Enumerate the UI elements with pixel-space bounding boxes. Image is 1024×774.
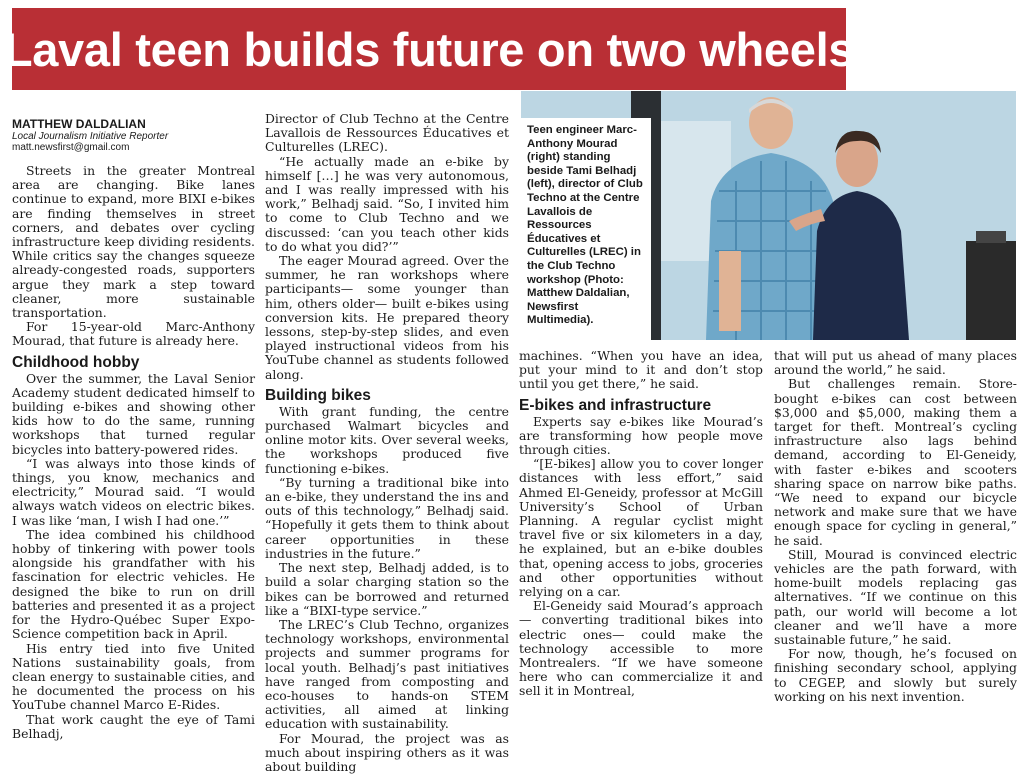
paragraph: But challenges remain. Store-bought e-bikes can cost between $3,000 and $5,000, making them a target for theft. Montreal’s cycling infrastructure also lags behind demand, according to El-Geneidy, with faster e-bikes and scooters sharing space on narrow bike paths. “We need to expand our bicycle network and make sure that we have enough space for cycling in general,” he said. (774, 376, 1017, 548)
subhead-childhood-hobby: Childhood hobby (12, 353, 140, 371)
paragraph: With grant funding, the centre purchased Walmart bicycles and online motor kits. Over several weeks, the workshops produced five functioning e-bikes. (265, 403, 509, 476)
byline (12, 118, 255, 153)
paragraph: The next step, Belhadj added, is to build a solar charging station so the bikes can be borrowed and returned like a “BIXI-type service.” (265, 560, 509, 618)
paragraph: Streets in the greater Montreal area are changing. Bike lanes continue to expand, more BIXI e-bikes are finding themselves in street corners, and debates over cycling infrastructure keep dividing residents. While critics say the changes squeeze already-congested roads, supporters argue they mark a step toward cleaner, more sustainable transportation. (12, 163, 255, 321)
column-1 (12, 118, 255, 741)
paragraph: “By turning a traditional bike into an e-bike, they understand the ins and outs of this technology,” Belhadj said. “Hopefully it gets them to think about career opportunities in these industries in the future.” (265, 474, 509, 561)
paragraph: The eager Mourad agreed. Over the summer, he ran workshops where participants— some younger than him, others older— built e-bikes using conversion kits. He prepared theory lessons, step-by-step slides, and even played instructional videos from his YouTube channel as students followed along. (265, 253, 509, 382)
column-2 (265, 112, 509, 774)
paragraph: machines. “When you have an idea, put your mind to it and don’t stop until you get there,” he said. (519, 348, 763, 392)
paragraph: For now, though, he’s focused on finishing secondary school, applying to CEGEP, and slowly but surely working on his next invention. (774, 646, 1017, 704)
paragraph: Over the summer, the Laval Senior Academy student dedicated himself to building e-bikes and showing other kids how to do the same, running workshops that turned regular bicycles into battery-powered rides. (12, 370, 255, 457)
paragraph: Still, Mourad is convinced electric vehicles are the path forward, with home-built models replacing gas alternatives. “If we continue on this path, our world will become a lot cleaner and we’ll have a more sustainable future,” he said. (774, 546, 1017, 648)
paragraph: Director of Club Techno at the Centre Lavallois de Ressources Éducatives et Culturelles (LREC). (265, 111, 509, 155)
column-3 (519, 349, 763, 699)
headline-banner (3, 8, 855, 90)
paragraph: That work caught the eye of Tami Belhadj, (12, 711, 255, 741)
paragraph: The LREC’s Club Techno, organizes technology workshops, environmental projects and summer programs for local youth. Belhadj’s past initiatives have ranged from composting and eco-houses to hands-on STEM activities, all aimed at linking education with sustainability. (265, 616, 509, 732)
paragraph: El-Geneidy said Mourad’s approach— converting traditional bikes into electric ones— could make the technology accessible to more Montrealers. “If we have someone here who can commercialize it and sell it in Montreal, (519, 598, 763, 699)
paragraph: For Mourad, the project was as much about inspiring others as it was about building (265, 730, 509, 774)
paragraph: “I was always into those kinds of things, you know, mechanics and electricity,” Mourad said. “I would always watch videos on electric bikes. I was like ‘man, I wish I had one.’” (12, 455, 255, 528)
author-name: MATTHEW DALDALIAN (12, 117, 146, 131)
headline: Laval teen builds future on two wheels (3, 22, 855, 76)
photo-caption: Teen engineer Marc-Anthony Mourad (right) standing beside Tami Belhadj (left), director of Club Techno at the Centre Lavallois de Ressources Éducatives et Culturelles (LREC) in the Club Techno workshop (Photo: Matthew Daldalian, Newsfirst Multimedia). (519, 118, 651, 340)
author-email[interactable]: matt.newsfirst@gmail.com (12, 142, 130, 153)
subhead-ebikes-infrastructure: E-bikes and infrastructure (519, 396, 712, 414)
paragraph: “He actually made an e-bike by himself […] he was very autonomous, and I was really impressed with his work,” Belhadj said. “So, I invited him to come to Club Techno and we discussed: ‘can you teach other kids to do what you did?’” (265, 153, 509, 254)
author-role: Local Journalism Initiative Reporter (12, 131, 169, 142)
paragraph: The idea combined his childhood hobby of tinkering with power tools alongside his grandfather with his fascination for electric vehicles. He designed the bike to run on drill batteries and presented it as a project for the Hydro-Québec Super Expo-Science competition back in April. (12, 526, 255, 642)
paragraph: that will put us ahead of many places around the world,” he said. (774, 348, 1017, 378)
subhead-building-bikes: Building bikes (265, 386, 371, 404)
paragraph: For 15-year-old Marc-Anthony Mourad, that future is already here. (12, 319, 255, 349)
paragraph: “[E-bikes] allow you to cover longer distances with less effort,” said Ahmed El-Geneidy, professor at McGill University’s School of Urban Planning. A regular cyclist might travel five or six kilometers in a day, he explained, but an e-bike doubles that, opening access to jobs, groceries and other opportunities without relying on a car. (519, 456, 763, 600)
paragraph: Experts say e-bikes like Mourad’s are transforming how people move through cities. (519, 413, 763, 458)
column-4 (774, 349, 1017, 704)
paragraph: His entry tied into five United Nations sustainability goals, from clean energy to sustainable cities, and he documented the process on his YouTube channel Marco E-Rides. (12, 640, 255, 713)
